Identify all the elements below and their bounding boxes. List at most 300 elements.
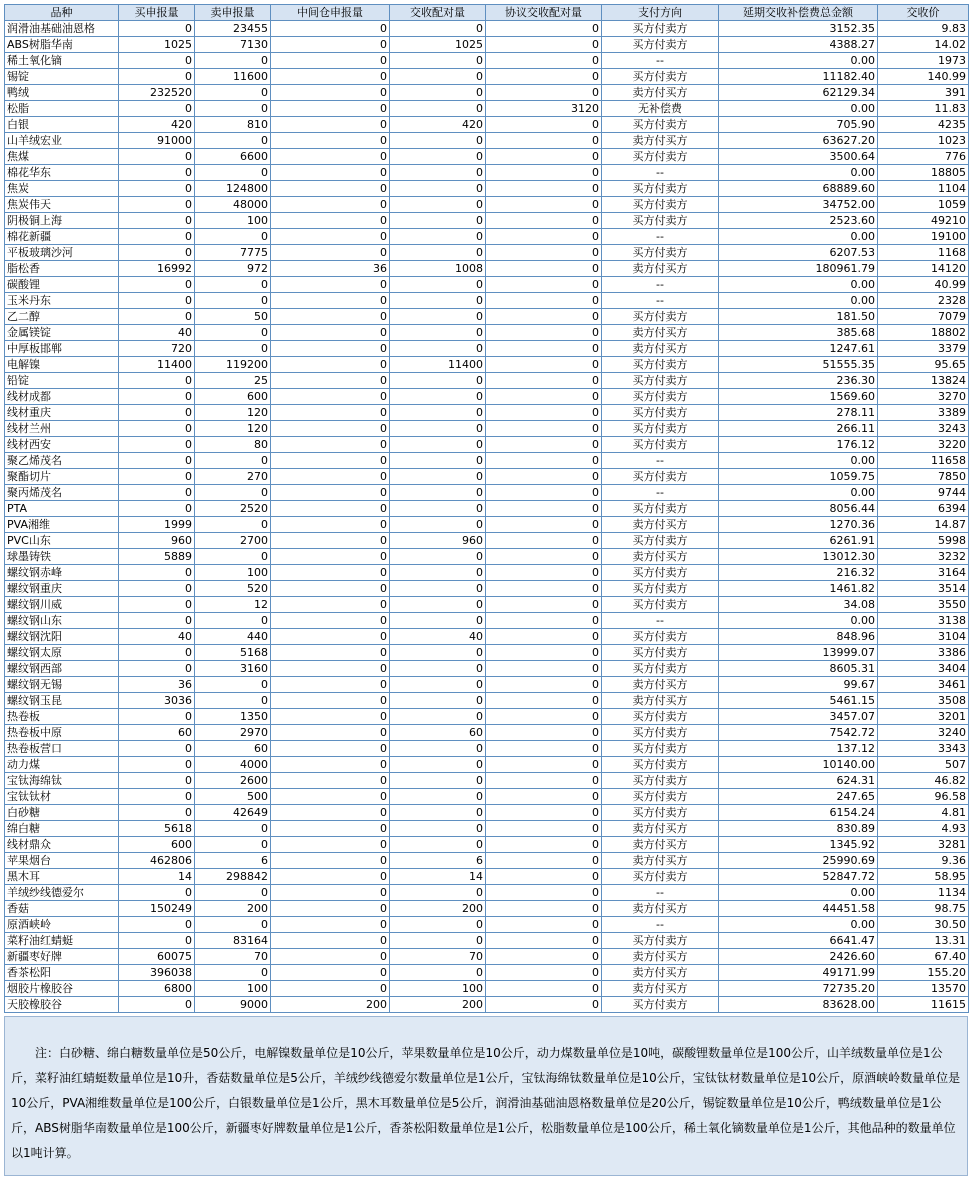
cell-intermediate-warehouse: 0 [271, 181, 390, 197]
cell-intermediate-warehouse: 0 [271, 549, 390, 565]
cell-sell-declared: 0 [195, 837, 271, 853]
cell-agreement-matched: 0 [486, 549, 602, 565]
cell-delivery-price: 3243 [878, 421, 969, 437]
header-delivery-price: 交收价 [878, 5, 969, 21]
cell-agreement-matched: 0 [486, 997, 602, 1013]
cell-agreement-matched: 0 [486, 981, 602, 997]
cell-payment-direction: 买方付卖方 [602, 645, 719, 661]
cell-variety: 润滑油基础油恩格 [5, 21, 119, 37]
table-row [5, 85, 969, 101]
header-buy-declared: 买申报量 [119, 5, 195, 21]
cell-sell-declared: 0 [195, 53, 271, 69]
cell-delivery-matched: 40 [390, 629, 486, 645]
cell-buy-declared: 0 [119, 565, 195, 581]
cell-payment-direction: 卖方付买方 [602, 965, 719, 981]
cell-variety: 绵白糖 [5, 821, 119, 837]
cell-compensation-total: 3500.64 [719, 149, 878, 165]
cell-delivery-price: 1973 [878, 53, 969, 69]
cell-payment-direction: 买方付卖方 [602, 773, 719, 789]
cell-delivery-matched: 0 [390, 917, 486, 933]
cell-delivery-matched: 0 [390, 613, 486, 629]
cell-payment-direction: 买方付卖方 [602, 933, 719, 949]
cell-delivery-matched: 0 [390, 453, 486, 469]
cell-variety: 新疆枣好牌 [5, 949, 119, 965]
cell-buy-declared: 14 [119, 869, 195, 885]
cell-variety: 中厚板邯郸 [5, 341, 119, 357]
cell-variety: 线材成都 [5, 389, 119, 405]
cell-delivery-price: 95.65 [878, 357, 969, 373]
cell-intermediate-warehouse: 0 [271, 101, 390, 117]
cell-buy-declared: 232520 [119, 85, 195, 101]
cell-delivery-price: 49210 [878, 213, 969, 229]
cell-delivery-matched: 0 [390, 933, 486, 949]
cell-intermediate-warehouse: 0 [271, 453, 390, 469]
cell-agreement-matched: 0 [486, 293, 602, 309]
cell-variety: 螺纹钢太原 [5, 645, 119, 661]
cell-agreement-matched: 0 [486, 645, 602, 661]
cell-variety: 焦炭伟天 [5, 197, 119, 213]
table-row [5, 149, 969, 165]
cell-delivery-price: 11.83 [878, 101, 969, 117]
cell-delivery-matched: 0 [390, 101, 486, 117]
cell-delivery-price: 3550 [878, 597, 969, 613]
cell-sell-declared: 0 [195, 485, 271, 501]
table-row [5, 853, 969, 869]
cell-delivery-price: 3220 [878, 437, 969, 453]
cell-intermediate-warehouse: 0 [271, 933, 390, 949]
cell-intermediate-warehouse: 0 [271, 149, 390, 165]
table-body [5, 21, 969, 1013]
table-row [5, 421, 969, 437]
cell-agreement-matched: 0 [486, 853, 602, 869]
table-row [5, 869, 969, 885]
cell-delivery-matched: 0 [390, 245, 486, 261]
cell-buy-declared: 0 [119, 245, 195, 261]
cell-agreement-matched: 0 [486, 517, 602, 533]
cell-payment-direction: -- [602, 453, 719, 469]
cell-payment-direction: 买方付卖方 [602, 37, 719, 53]
cell-payment-direction: -- [602, 917, 719, 933]
cell-delivery-price: 3104 [878, 629, 969, 645]
cell-intermediate-warehouse: 0 [271, 197, 390, 213]
cell-compensation-total: 11182.40 [719, 69, 878, 85]
table-row [5, 213, 969, 229]
cell-delivery-price: 1059 [878, 197, 969, 213]
cell-delivery-matched: 0 [390, 885, 486, 901]
cell-delivery-price: 1023 [878, 133, 969, 149]
cell-delivery-price: 391 [878, 85, 969, 101]
cell-buy-declared: 0 [119, 501, 195, 517]
cell-agreement-matched: 0 [486, 501, 602, 517]
cell-variety: 脂松香 [5, 261, 119, 277]
cell-sell-declared: 0 [195, 517, 271, 533]
cell-delivery-matched: 1025 [390, 37, 486, 53]
cell-delivery-matched: 0 [390, 165, 486, 181]
cell-variety: 烟胶片橡胶谷 [5, 981, 119, 997]
cell-intermediate-warehouse: 0 [271, 117, 390, 133]
table-row [5, 69, 969, 85]
cell-delivery-price: 3164 [878, 565, 969, 581]
cell-agreement-matched: 0 [486, 309, 602, 325]
cell-sell-declared: 0 [195, 165, 271, 181]
cell-delivery-price: 96.58 [878, 789, 969, 805]
cell-sell-declared: 7130 [195, 37, 271, 53]
cell-agreement-matched: 0 [486, 677, 602, 693]
cell-delivery-price: 14.87 [878, 517, 969, 533]
cell-payment-direction: 买方付卖方 [602, 629, 719, 645]
cell-sell-declared: 80 [195, 437, 271, 453]
cell-compensation-total: 63627.20 [719, 133, 878, 149]
cell-sell-declared: 298842 [195, 869, 271, 885]
table-row [5, 229, 969, 245]
cell-agreement-matched: 0 [486, 133, 602, 149]
cell-agreement-matched: 0 [486, 965, 602, 981]
cell-buy-declared: 0 [119, 389, 195, 405]
cell-intermediate-warehouse: 0 [271, 517, 390, 533]
cell-intermediate-warehouse: 0 [271, 21, 390, 37]
cell-agreement-matched: 0 [486, 69, 602, 85]
cell-delivery-price: 5998 [878, 533, 969, 549]
cell-intermediate-warehouse: 0 [271, 901, 390, 917]
cell-intermediate-warehouse: 0 [271, 341, 390, 357]
table-row [5, 261, 969, 277]
table-row [5, 117, 969, 133]
cell-delivery-price: 9.83 [878, 21, 969, 37]
cell-delivery-matched: 0 [390, 773, 486, 789]
cell-payment-direction: -- [602, 277, 719, 293]
cell-compensation-total: 180961.79 [719, 261, 878, 277]
cell-agreement-matched: 0 [486, 901, 602, 917]
cell-buy-declared: 40 [119, 629, 195, 645]
cell-payment-direction: -- [602, 53, 719, 69]
table-row [5, 21, 969, 37]
cell-delivery-price: 40.99 [878, 277, 969, 293]
cell-payment-direction: 买方付卖方 [602, 421, 719, 437]
header-variety: 品种 [5, 5, 119, 21]
cell-agreement-matched: 0 [486, 341, 602, 357]
cell-variety: 白银 [5, 117, 119, 133]
cell-compensation-total: 0.00 [719, 293, 878, 309]
header-compensation-total: 延期交收补偿费总金额 [719, 5, 878, 21]
cell-delivery-matched: 0 [390, 405, 486, 421]
cell-compensation-total: 6641.47 [719, 933, 878, 949]
cell-payment-direction: 买方付卖方 [602, 213, 719, 229]
table-row [5, 629, 969, 645]
cell-compensation-total: 848.96 [719, 629, 878, 645]
cell-delivery-price: 13.31 [878, 933, 969, 949]
table-row [5, 949, 969, 965]
cell-intermediate-warehouse: 0 [271, 37, 390, 53]
table-row [5, 37, 969, 53]
cell-agreement-matched: 0 [486, 933, 602, 949]
cell-sell-declared: 520 [195, 581, 271, 597]
cell-delivery-price: 776 [878, 149, 969, 165]
cell-payment-direction: 买方付卖方 [602, 69, 719, 85]
cell-delivery-price: 11658 [878, 453, 969, 469]
cell-payment-direction: 卖方付买方 [602, 133, 719, 149]
cell-compensation-total: 137.12 [719, 741, 878, 757]
cell-payment-direction: 买方付卖方 [602, 21, 719, 37]
cell-delivery-price: 14.02 [878, 37, 969, 53]
cell-delivery-matched: 70 [390, 949, 486, 965]
cell-delivery-price: 3386 [878, 645, 969, 661]
cell-agreement-matched: 0 [486, 437, 602, 453]
cell-agreement-matched: 0 [486, 453, 602, 469]
cell-sell-declared: 0 [195, 965, 271, 981]
cell-buy-declared: 0 [119, 181, 195, 197]
cell-variety: 松脂 [5, 101, 119, 117]
cell-intermediate-warehouse: 0 [271, 597, 390, 613]
table-row [5, 741, 969, 757]
cell-delivery-price: 1168 [878, 245, 969, 261]
table-row [5, 805, 969, 821]
cell-delivery-matched: 0 [390, 645, 486, 661]
cell-compensation-total: 385.68 [719, 325, 878, 341]
cell-sell-declared: 83164 [195, 933, 271, 949]
cell-delivery-price: 11615 [878, 997, 969, 1013]
cell-delivery-matched: 0 [390, 421, 486, 437]
cell-delivery-matched: 0 [390, 213, 486, 229]
cell-variety: 金属镁锭 [5, 325, 119, 341]
table-row [5, 693, 969, 709]
cell-delivery-price: 18805 [878, 165, 969, 181]
cell-payment-direction: 买方付卖方 [602, 757, 719, 773]
table-row [5, 133, 969, 149]
cell-compensation-total: 3457.07 [719, 709, 878, 725]
cell-compensation-total: 0.00 [719, 101, 878, 117]
cell-delivery-price: 1134 [878, 885, 969, 901]
table-row [5, 965, 969, 981]
table-row [5, 597, 969, 613]
cell-delivery-price: 9744 [878, 485, 969, 501]
cell-agreement-matched: 0 [486, 469, 602, 485]
cell-variety: 螺纹钢西部 [5, 661, 119, 677]
cell-delivery-price: 19100 [878, 229, 969, 245]
cell-delivery-matched: 0 [390, 85, 486, 101]
cell-intermediate-warehouse: 0 [271, 133, 390, 149]
cell-intermediate-warehouse: 0 [271, 373, 390, 389]
cell-delivery-price: 3508 [878, 693, 969, 709]
cell-buy-declared: 0 [119, 405, 195, 421]
cell-buy-declared: 0 [119, 997, 195, 1013]
cell-agreement-matched: 0 [486, 949, 602, 965]
cell-compensation-total: 1345.92 [719, 837, 878, 853]
cell-variety: 螺纹钢重庆 [5, 581, 119, 597]
cell-variety: 螺纹钢赤峰 [5, 565, 119, 581]
cell-compensation-total: 6261.91 [719, 533, 878, 549]
cell-agreement-matched: 0 [486, 741, 602, 757]
table-row [5, 341, 969, 357]
cell-delivery-price: 507 [878, 757, 969, 773]
cell-payment-direction: 买方付卖方 [602, 437, 719, 453]
cell-variety: 白砂糖 [5, 805, 119, 821]
cell-payment-direction: -- [602, 165, 719, 181]
cell-sell-declared: 100 [195, 981, 271, 997]
table-row [5, 165, 969, 181]
cell-compensation-total: 1461.82 [719, 581, 878, 597]
cell-variety: PVC山东 [5, 533, 119, 549]
cell-delivery-matched: 0 [390, 821, 486, 837]
cell-payment-direction: 卖方付买方 [602, 901, 719, 917]
cell-variety: 山羊绒宏业 [5, 133, 119, 149]
cell-sell-declared: 440 [195, 629, 271, 645]
cell-payment-direction: 卖方付买方 [602, 949, 719, 965]
cell-buy-declared: 0 [119, 229, 195, 245]
cell-delivery-price: 30.50 [878, 917, 969, 933]
cell-compensation-total: 1247.61 [719, 341, 878, 357]
cell-sell-declared: 2970 [195, 725, 271, 741]
cell-sell-declared: 0 [195, 917, 271, 933]
cell-delivery-matched: 0 [390, 133, 486, 149]
cell-delivery-price: 3201 [878, 709, 969, 725]
cell-delivery-matched: 0 [390, 293, 486, 309]
cell-compensation-total: 2523.60 [719, 213, 878, 229]
cell-sell-declared: 7775 [195, 245, 271, 261]
cell-variety: 聚酯切片 [5, 469, 119, 485]
cell-sell-declared: 119200 [195, 357, 271, 373]
table-row [5, 565, 969, 581]
cell-intermediate-warehouse: 0 [271, 821, 390, 837]
cell-compensation-total: 830.89 [719, 821, 878, 837]
cell-sell-declared: 3160 [195, 661, 271, 677]
cell-delivery-price: 3379 [878, 341, 969, 357]
cell-payment-direction: 买方付卖方 [602, 501, 719, 517]
cell-payment-direction: 买方付卖方 [602, 661, 719, 677]
cell-agreement-matched: 0 [486, 709, 602, 725]
cell-delivery-price: 3232 [878, 549, 969, 565]
cell-buy-declared: 0 [119, 757, 195, 773]
cell-delivery-price: 18802 [878, 325, 969, 341]
cell-buy-declared: 0 [119, 101, 195, 117]
cell-buy-declared: 3036 [119, 693, 195, 709]
cell-intermediate-warehouse: 0 [271, 741, 390, 757]
cell-buy-declared: 11400 [119, 357, 195, 373]
cell-compensation-total: 34752.00 [719, 197, 878, 213]
cell-sell-declared: 0 [195, 453, 271, 469]
cell-delivery-matched: 60 [390, 725, 486, 741]
table-header-row [5, 5, 969, 21]
cell-sell-declared: 4000 [195, 757, 271, 773]
cell-delivery-price: 3404 [878, 661, 969, 677]
table-row [5, 309, 969, 325]
table-row [5, 357, 969, 373]
cell-agreement-matched: 0 [486, 693, 602, 709]
cell-payment-direction: 卖方付买方 [602, 837, 719, 853]
cell-intermediate-warehouse: 0 [271, 213, 390, 229]
cell-intermediate-warehouse: 0 [271, 853, 390, 869]
cell-compensation-total: 72735.20 [719, 981, 878, 997]
cell-buy-declared: 0 [119, 421, 195, 437]
cell-sell-declared: 1350 [195, 709, 271, 725]
delivery-table [4, 4, 969, 1013]
table-row [5, 837, 969, 853]
cell-sell-declared: 23455 [195, 21, 271, 37]
cell-compensation-total: 247.65 [719, 789, 878, 805]
cell-compensation-total: 0.00 [719, 53, 878, 69]
header-intermediate-warehouse: 中间仓申报量 [271, 5, 390, 21]
cell-delivery-matched: 0 [390, 229, 486, 245]
cell-compensation-total: 3152.35 [719, 21, 878, 37]
cell-payment-direction: 卖方付买方 [602, 549, 719, 565]
cell-buy-declared: 16992 [119, 261, 195, 277]
cell-agreement-matched: 0 [486, 325, 602, 341]
cell-payment-direction: 卖方付买方 [602, 341, 719, 357]
cell-intermediate-warehouse: 0 [271, 645, 390, 661]
cell-intermediate-warehouse: 0 [271, 757, 390, 773]
cell-delivery-matched: 200 [390, 997, 486, 1013]
header-sell-declared: 卖申报量 [195, 5, 271, 21]
table-row [5, 725, 969, 741]
cell-buy-declared: 0 [119, 309, 195, 325]
cell-intermediate-warehouse: 0 [271, 869, 390, 885]
cell-agreement-matched: 0 [486, 917, 602, 933]
cell-compensation-total: 705.90 [719, 117, 878, 133]
cell-buy-declared: 1999 [119, 517, 195, 533]
cell-buy-declared: 720 [119, 341, 195, 357]
cell-delivery-matched: 1008 [390, 261, 486, 277]
cell-sell-declared: 124800 [195, 181, 271, 197]
cell-delivery-price: 6394 [878, 501, 969, 517]
cell-delivery-price: 155.20 [878, 965, 969, 981]
cell-compensation-total: 13999.07 [719, 645, 878, 661]
cell-intermediate-warehouse: 0 [271, 277, 390, 293]
cell-delivery-price: 7850 [878, 469, 969, 485]
cell-delivery-matched: 0 [390, 277, 486, 293]
cell-payment-direction: 卖方付买方 [602, 677, 719, 693]
cell-sell-declared: 48000 [195, 197, 271, 213]
header-delivery-matched: 交收配对量 [390, 5, 486, 21]
cell-compensation-total: 44451.58 [719, 901, 878, 917]
cell-sell-declared: 810 [195, 117, 271, 133]
cell-compensation-total: 52847.72 [719, 869, 878, 885]
cell-variety: 线材西安 [5, 437, 119, 453]
cell-intermediate-warehouse: 0 [271, 293, 390, 309]
cell-variety: 螺纹钢无锡 [5, 677, 119, 693]
cell-compensation-total: 8605.31 [719, 661, 878, 677]
table-row [5, 389, 969, 405]
cell-delivery-matched: 0 [390, 341, 486, 357]
cell-compensation-total: 7542.72 [719, 725, 878, 741]
cell-buy-declared: 1025 [119, 37, 195, 53]
cell-intermediate-warehouse: 0 [271, 837, 390, 853]
table-row [5, 277, 969, 293]
cell-delivery-price: 3461 [878, 677, 969, 693]
cell-sell-declared: 5168 [195, 645, 271, 661]
cell-delivery-price: 1104 [878, 181, 969, 197]
cell-buy-declared: 5618 [119, 821, 195, 837]
cell-delivery-matched: 0 [390, 709, 486, 725]
cell-payment-direction: -- [602, 293, 719, 309]
cell-compensation-total: 0.00 [719, 485, 878, 501]
table-row [5, 821, 969, 837]
cell-intermediate-warehouse: 0 [271, 661, 390, 677]
cell-buy-declared: 0 [119, 741, 195, 757]
cell-compensation-total: 99.67 [719, 677, 878, 693]
cell-payment-direction: 买方付卖方 [602, 389, 719, 405]
cell-payment-direction: 买方付卖方 [602, 533, 719, 549]
cell-sell-declared: 0 [195, 613, 271, 629]
cell-agreement-matched: 0 [486, 373, 602, 389]
cell-variety: 天胶橡胶谷 [5, 997, 119, 1013]
table-row [5, 101, 969, 117]
cell-payment-direction: 买方付卖方 [602, 789, 719, 805]
cell-delivery-matched: 0 [390, 469, 486, 485]
cell-variety: 聚丙烯茂名 [5, 485, 119, 501]
cell-sell-declared: 972 [195, 261, 271, 277]
cell-sell-declared: 0 [195, 821, 271, 837]
cell-agreement-matched: 3120 [486, 101, 602, 117]
cell-delivery-matched: 0 [390, 181, 486, 197]
